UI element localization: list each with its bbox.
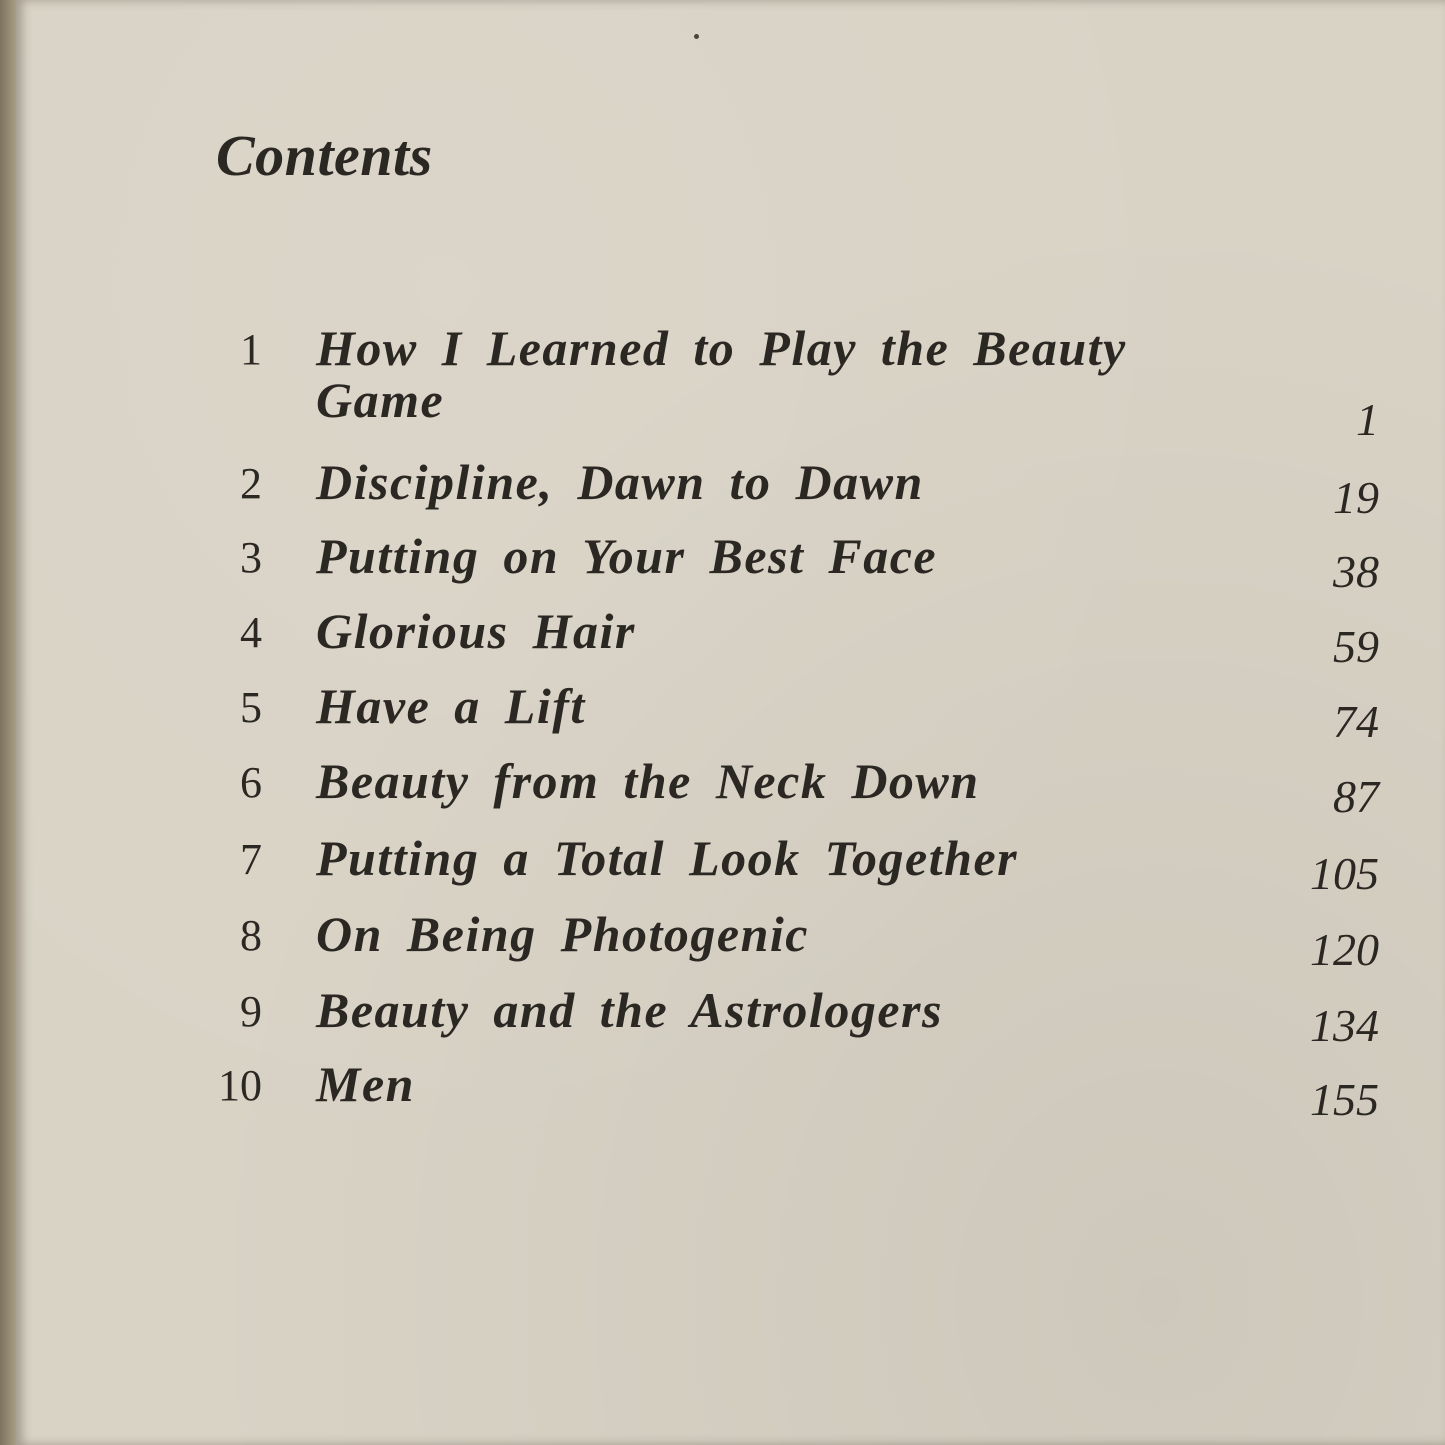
toc-entry: [0, 680, 1445, 750]
toc-entry: [0, 908, 1445, 978]
chapter-number: 6: [240, 758, 262, 807]
page-title: Contents: [216, 123, 433, 188]
chapter-number: 7: [240, 835, 262, 884]
toc-entry: [0, 984, 1445, 1054]
chapter-number: 4: [240, 608, 262, 657]
chapter-title: Glorious Hair: [316, 603, 636, 659]
toc-entry: [0, 832, 1445, 902]
chapter-title: Putting on Your Best Face: [316, 528, 938, 584]
page-number: 1: [1356, 394, 1379, 445]
chapter-title: Beauty and the Astrologers: [316, 982, 943, 1038]
page-number: 155: [1310, 1074, 1379, 1125]
chapter-number: 9: [240, 987, 262, 1036]
toc-entry: [0, 755, 1445, 825]
chapter-title: Putting a Total Look Together: [316, 830, 1019, 886]
page-number: 105: [1310, 848, 1379, 899]
chapter-number: 10: [218, 1061, 262, 1110]
chapter-number: 2: [240, 459, 262, 508]
paper-speck: [694, 34, 699, 39]
toc-entry: [0, 530, 1445, 600]
toc-entry: [0, 320, 1445, 445]
page-number: 74: [1333, 696, 1379, 747]
toc-entry: [0, 1058, 1445, 1128]
page-number: 59: [1333, 621, 1379, 672]
chapter-number: 5: [240, 683, 262, 732]
page-number: 120: [1310, 924, 1379, 975]
chapter-title: How I Learned to Play the Beauty Game: [316, 320, 1127, 428]
page-number: 134: [1310, 1000, 1379, 1051]
chapter-title: On Being Photogenic: [316, 906, 809, 962]
toc-entry: [0, 605, 1445, 675]
chapter-number: 3: [240, 533, 262, 582]
chapter-title: Have a Lift: [316, 678, 586, 734]
chapter-number: 8: [240, 911, 262, 960]
page-number: 38: [1333, 546, 1379, 597]
chapter-number: 1: [240, 325, 262, 374]
chapter-title: Discipline, Dawn to Dawn: [316, 454, 924, 510]
chapter-title: Men: [316, 1056, 415, 1112]
page-number: 19: [1333, 472, 1379, 523]
page-number: 87: [1333, 771, 1379, 822]
chapter-title: Beauty from the Neck Down: [316, 753, 980, 809]
toc-entry: [0, 456, 1445, 526]
